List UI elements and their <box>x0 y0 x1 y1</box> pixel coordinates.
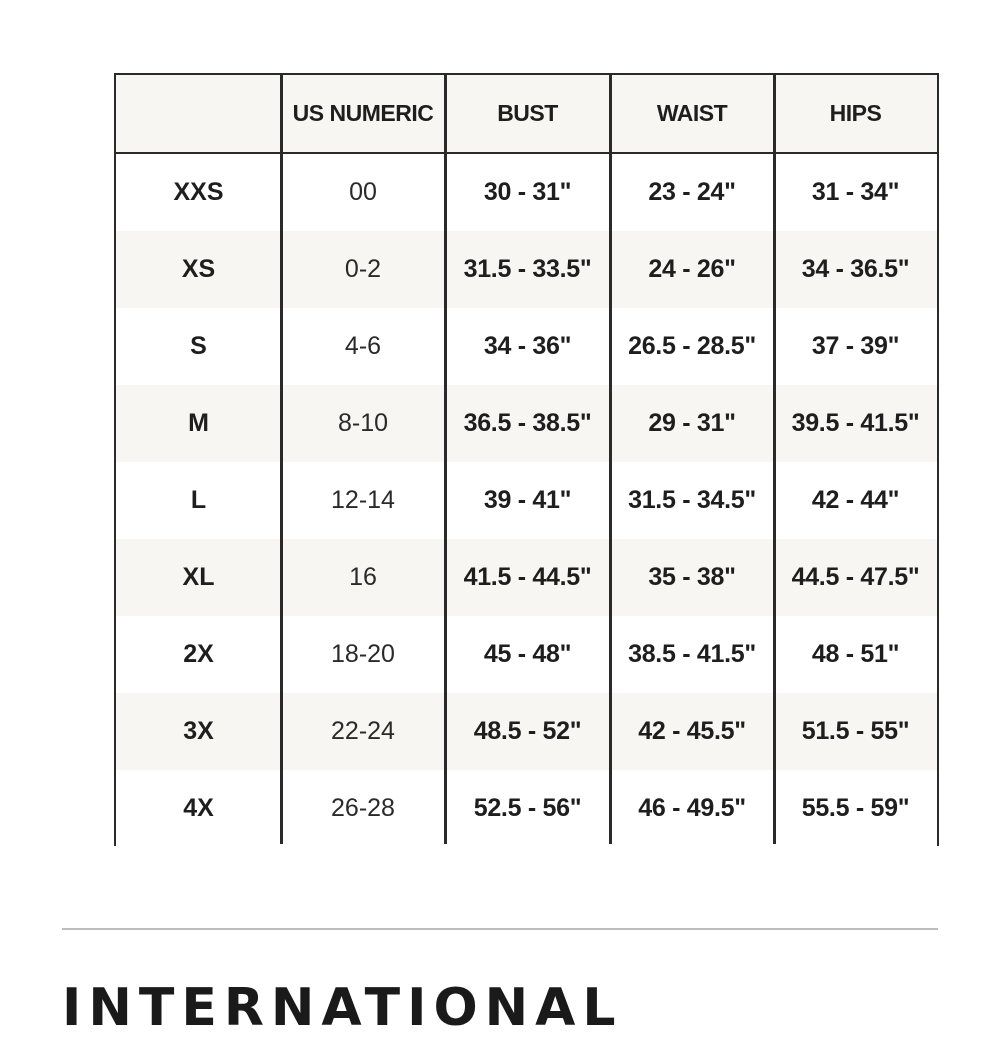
size-label: 4X <box>183 794 214 822</box>
us-numeric-value: 12-14 <box>331 486 395 514</box>
bust-value: 39 - 41" <box>483 486 572 514</box>
size-label: 2X <box>183 640 214 668</box>
bust-value: 52.5 - 56" <box>473 794 582 822</box>
table-row <box>116 693 937 770</box>
waist-value: 35 - 38" <box>648 563 736 591</box>
column-divider <box>444 75 447 844</box>
size-label: XL <box>182 563 215 591</box>
hips-value: 51.5 - 55" <box>801 717 910 745</box>
us-numeric-value: 0-2 <box>344 255 382 283</box>
hips-value: 39.5 - 41.5" <box>791 409 920 437</box>
bust-value: 41.5 - 44.5" <box>463 563 592 591</box>
hips-value: 31 - 34" <box>811 178 900 206</box>
table-row <box>116 462 937 539</box>
bust-value: 36.5 - 38.5" <box>463 409 592 437</box>
bust-value: 31.5 - 33.5" <box>463 255 592 283</box>
size-label: M <box>188 409 209 437</box>
table-row <box>116 770 937 847</box>
hips-value: 48 - 51" <box>811 640 900 668</box>
size-label: S <box>190 332 207 360</box>
section-heading-international: INTERNATIONAL <box>62 978 623 1038</box>
waist-value: 26.5 - 28.5" <box>628 332 756 360</box>
waist-value: 42 - 45.5" <box>638 717 746 745</box>
hips-value: 44.5 - 47.5" <box>791 563 920 591</box>
waist-value: 46 - 49.5" <box>638 794 746 822</box>
table-row <box>116 539 937 616</box>
us-numeric-value: 00 <box>349 178 377 206</box>
bust-value: 34 - 36" <box>483 332 572 360</box>
header-cell-bust: BUST <box>497 100 558 126</box>
section-divider <box>62 928 938 930</box>
us-numeric-value: 4-6 <box>344 332 382 360</box>
column-divider <box>609 75 612 844</box>
header-cell-size <box>116 75 281 152</box>
waist-value: 38.5 - 41.5" <box>628 640 756 668</box>
bust-value: 45 - 48" <box>483 640 572 668</box>
header-cell-hips: HIPS <box>829 100 882 126</box>
bust-value: 48.5 - 52" <box>473 717 582 745</box>
table-header-row <box>116 75 937 154</box>
column-divider <box>773 75 776 844</box>
hips-value: 42 - 44" <box>811 486 900 514</box>
table-row <box>116 154 937 231</box>
table-row <box>116 616 937 693</box>
size-label: 3X <box>183 717 214 745</box>
size-chart-table <box>114 73 939 846</box>
waist-value: 29 - 31" <box>648 409 736 437</box>
hips-value: 34 - 36.5" <box>801 255 910 283</box>
us-numeric-value: 8-10 <box>337 409 389 437</box>
size-label: XXS <box>173 178 224 206</box>
column-divider <box>280 75 283 844</box>
header-cell-waist: WAIST <box>656 100 728 126</box>
hips-value: 37 - 39" <box>811 332 900 360</box>
table-row <box>116 308 937 385</box>
table-row <box>116 385 937 462</box>
size-label: XS <box>181 255 216 283</box>
us-numeric-value: 26-28 <box>331 794 395 822</box>
us-numeric-value: 18-20 <box>331 640 395 668</box>
table-row <box>116 231 937 308</box>
hips-value: 55.5 - 59" <box>801 794 910 822</box>
waist-value: 23 - 24" <box>648 178 736 206</box>
us-numeric-value: 16 <box>349 563 377 591</box>
waist-value: 31.5 - 34.5" <box>628 486 756 514</box>
size-label: L <box>190 486 207 514</box>
waist-value: 24 - 26" <box>648 255 736 283</box>
us-numeric-value: 22-24 <box>331 717 395 745</box>
header-cell-us-numeric: US NUMERIC <box>292 100 434 126</box>
bust-value: 30 - 31" <box>483 178 572 206</box>
